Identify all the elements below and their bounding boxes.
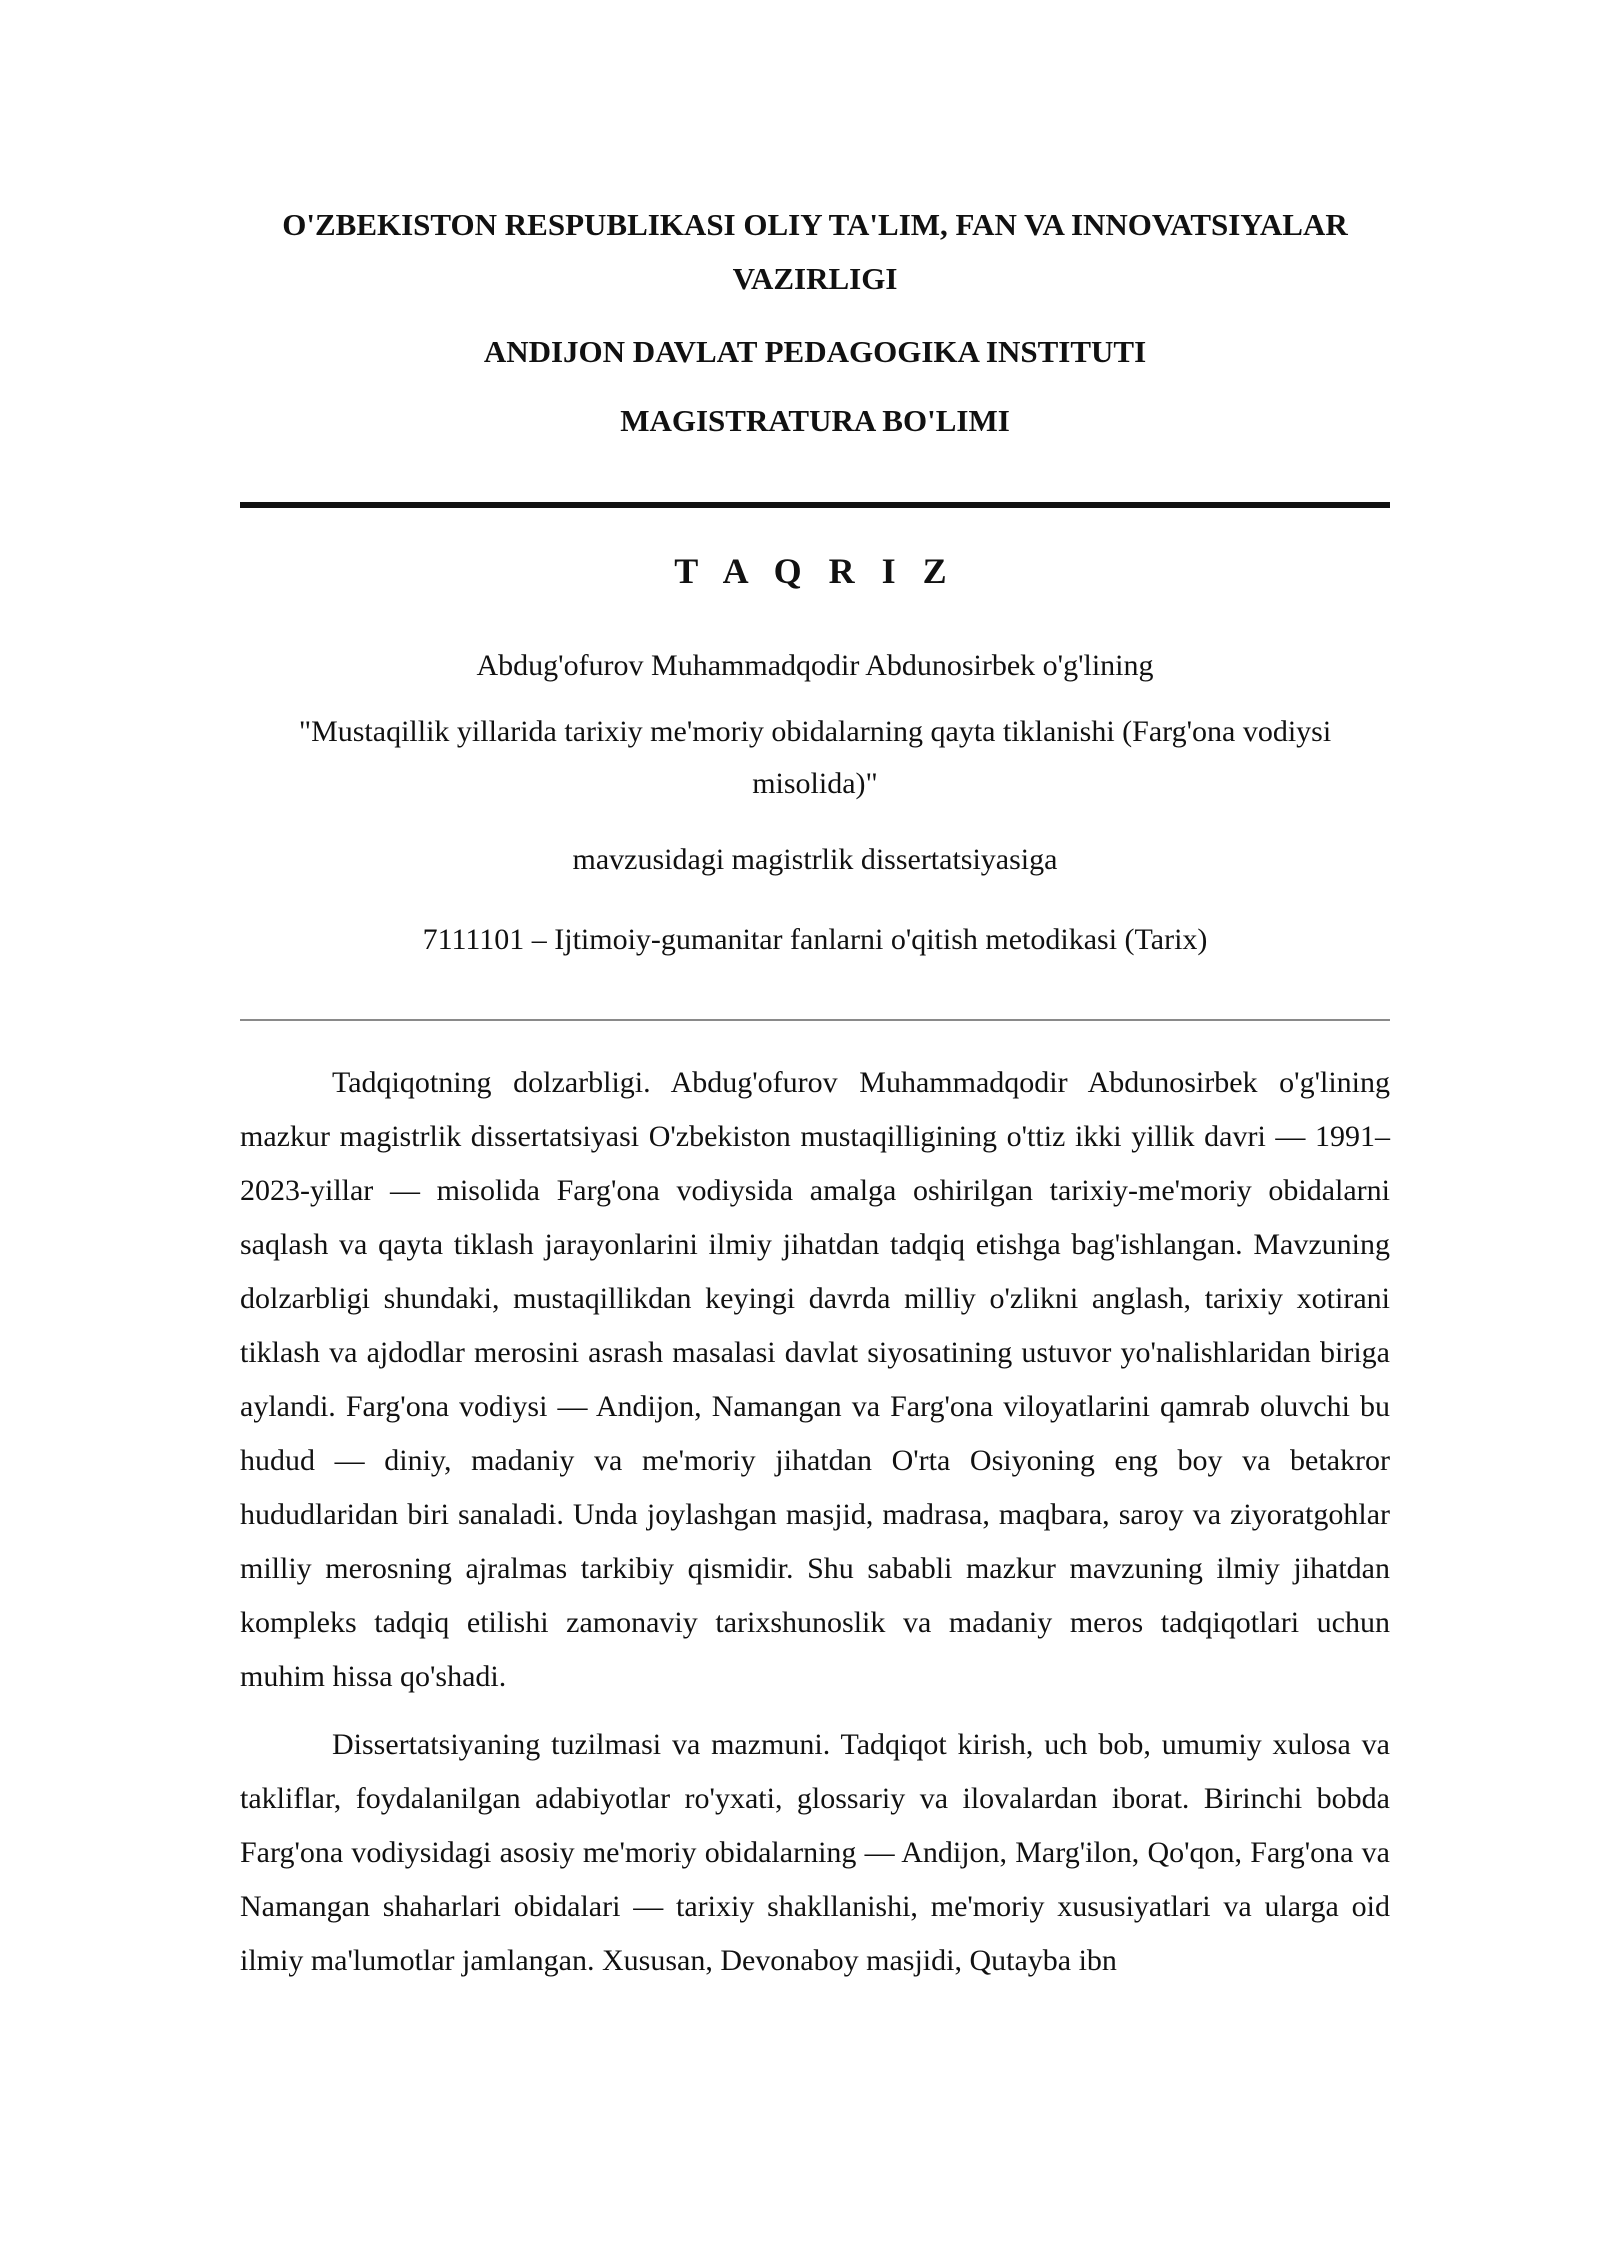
paragraph-structure: Dissertatsiyaning tuzilmasi va mazmuni. Tadqiqot kirish, uch bob, umumiy xulosa va takliflar, foydalanilgan adabiyotlar ro'yxati, glossariy va ilovalardan iborat. Birinchi bobda Farg'ona vodiysidagi asosiy me'moriy obidalarning — Andijon, Marg'ilon, Qo'qon, Farg'ona va Namangan shaharlari obidalari — tarixiy shakllanishi, me'moriy xususiyatlari va ularga oid ilmiy ma'lumotlar jamlangan. Xususan, Devonaboy masjidi, Qutayba ibn xyxy=(240,1728,1390,1977)
thesis-type-line: mavzusidagi magistrlik dissertatsiyasiga xyxy=(572,843,1058,876)
thesis-topic: "Mustaqillik yillarida tarixiy me'moriy obidalarning qayta tiklanishi (Farg'ona vodiysi misolida)" xyxy=(298,715,1332,800)
ministry-name: O'ZBEKISTON RESPUBLIKASI OLIY TA'LIM, FAN VA INNOVATSIYALAR VAZIRLIGI xyxy=(282,207,1348,296)
document-title: T A Q R I Z xyxy=(674,551,956,591)
header-divider xyxy=(240,502,1390,508)
specialty-line: 7111101 – Ijtimoiy-gumanitar fanlarni o'qitish metodikasi (Tarix) xyxy=(422,923,1208,956)
author-line: Abdug'ofurov Muhammadqodir Abdunosirbek o'g'lining xyxy=(476,649,1154,682)
department-name: MAGISTRATURA BO'LIMI xyxy=(620,403,1010,438)
section-divider xyxy=(240,1019,1390,1021)
paragraph-relevance: Tadqiqotning dolzarbligi. Abdug'ofurov Muhammadqodir Abdunosirbek o'g'lining mazkur magistrlik dissertatsiyasi O'zbekiston mustaqilligining o'ttiz ikki yillik davri — 1991–2023-yillar — misolida Farg'ona vodiysida amalga oshirilgan tarixiy-me'moriy obidalarni saqlash va qayta tiklash jarayonlarini ilmiy jihatdan tadqiq etishga bag'ishlangan. Mavzuning dolzarbligi shundaki, mustaqillikdan keyingi davrda milliy o'zlikni anglash, tarixiy xotirani tiklash va ajdodlar merosini asrash masalasi davlat siyosatining ustuvor yo'nalishlaridan biriga aylandi. Farg'ona vodiysi — Andijon, Namangan va Farg'ona viloyatlarini qamrab oluvchi bu hudud — diniy, madaniy va me'moriy jihatdan O'rta Osiyoning eng boy va betakror hududlaridan biri sanaladi. Unda joylashgan masjid, madrasa, maqbara, saroy va ziyoratgohlar milliy merosning ajralmas tarkibiy qismidir. Shu sababli mazkur mavzuning ilmiy jihatdan kompleks tadqiq etilishi zamonaviy tarixshunoslik va madaniy meros tadqiqotlari uchun muhim hissa qo'shadi. xyxy=(240,1066,1390,1693)
institute-name: ANDIJON DAVLAT PEDAGOGIKA INSTITUTI xyxy=(483,334,1147,369)
